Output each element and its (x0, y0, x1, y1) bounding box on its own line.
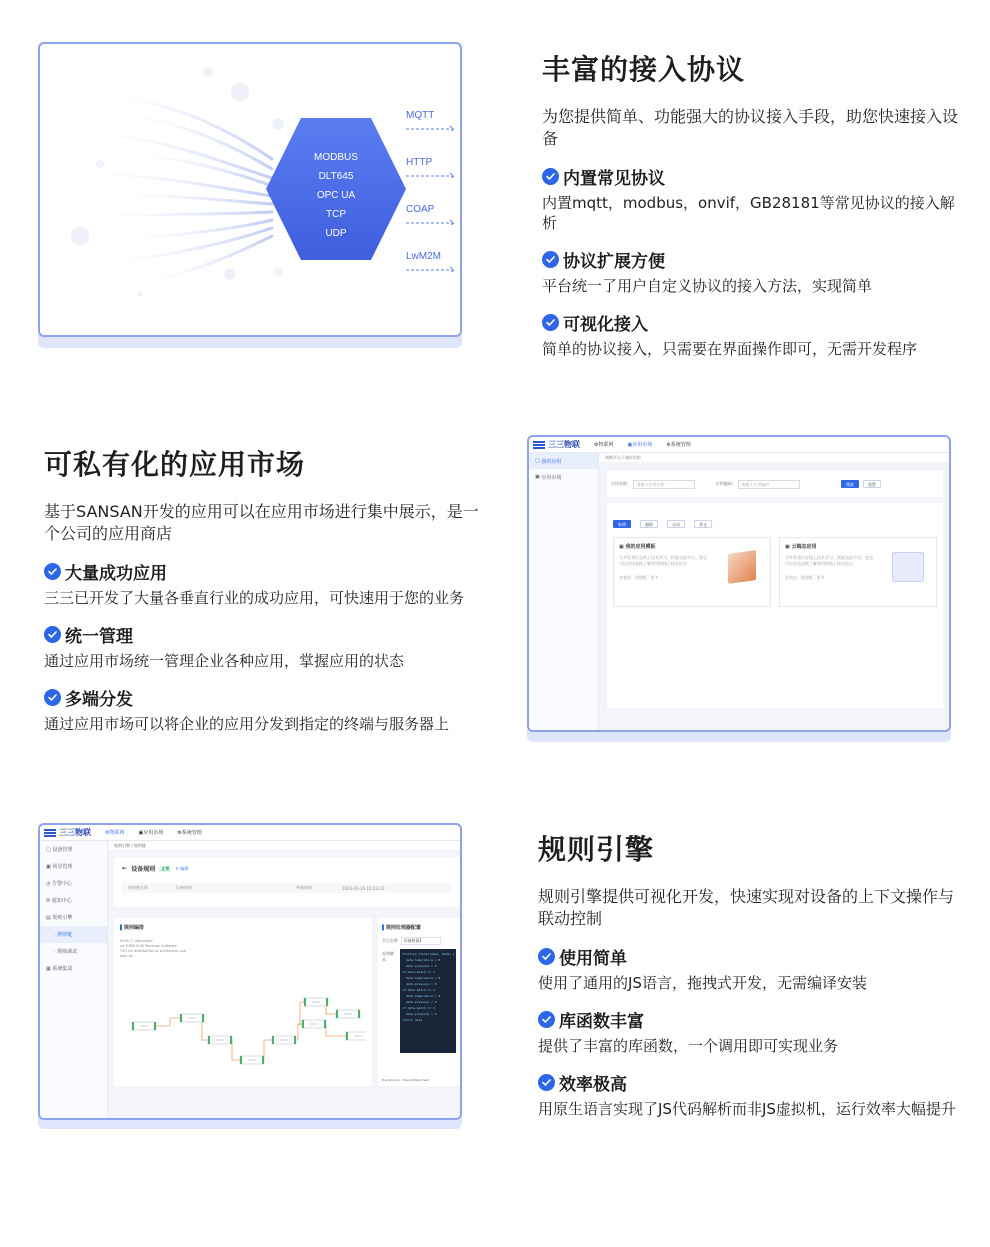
nav-app-market[interactable]: ▣ 应用市场 (138, 829, 164, 836)
feature-item (542, 310, 962, 359)
section-description: 为您提供简单、功能强大的协议接入手段，助您快速接入设备 (542, 107, 959, 148)
section-title: 丰富的接入协议 (542, 53, 746, 86)
app-market-screenshot (527, 435, 951, 732)
sidebar-item-devices[interactable]: ▢ 设备管理 (46, 846, 73, 853)
sidebar-item-notifications[interactable]: ✉ 通知中心 (46, 897, 72, 904)
dashed-arrow (406, 173, 454, 179)
sidebar-item-rule-chain[interactable]: · 规则链 (40, 926, 107, 943)
protocol-diagram-card (38, 42, 462, 337)
hex-protocol-label: DLT645 (318, 171, 354, 182)
feature-description: 平台统一了用户自定义协议的接入方法，实现简单 (542, 277, 873, 295)
flow-node[interactable] (240, 1056, 264, 1064)
nav-app-market[interactable]: ▣ 应用市场 (627, 441, 653, 448)
rule-header-panel (114, 857, 460, 907)
feature-title-text: 大量成功应用 (65, 564, 167, 584)
feature-description: 用原生语言实现了JS代码解析而非JS虚拟机，运行效率大幅提升 (538, 1100, 956, 1118)
box-illustration-icon (728, 550, 756, 584)
feature-item (542, 247, 962, 296)
sidebar-item-app-market[interactable]: ▣ 应用市场 (535, 474, 562, 481)
check-circle-icon (538, 1074, 555, 1091)
feature-description: 三三已开发了大量各垂直行业的成功应用，可快速用于您的业务 (44, 589, 465, 607)
feature-list (44, 559, 484, 734)
rule-engine-screenshot (38, 823, 462, 1120)
check-circle-icon (44, 689, 61, 706)
content-panel (607, 503, 943, 708)
search-button[interactable]: 搜索 (841, 480, 859, 488)
page-title: 设备规则 (131, 866, 156, 873)
code-line: data.pressure > 0 (402, 1000, 437, 1004)
back-arrow-icon[interactable]: ← (122, 865, 128, 872)
dashed-arrow (406, 126, 454, 132)
app-card[interactable]: ▣ 我的应用模板 为开发者们在线上技术学习、探索交流平台。您也可以在线直接了解常用的线上技术论坛 安装包 创建版 更多 (613, 537, 771, 607)
code-line: data.pressure > 0 (402, 982, 437, 986)
flow-node[interactable] (346, 1032, 366, 1040)
app-name-input[interactable]: 请输入应用名称 (633, 480, 695, 489)
dashed-arrow (406, 220, 454, 226)
feature-description: 提供了丰富的库函数，一个调用即可实现业务 (538, 1037, 839, 1055)
start-button[interactable]: 启动 (667, 520, 685, 528)
feature-title (538, 1070, 958, 1095)
feature-title (542, 164, 962, 189)
sidebar-item-alarms[interactable]: ◷ 告警中心 (46, 880, 72, 887)
mock-topbar (529, 437, 949, 453)
flow-description-line: tasc-oh (120, 954, 133, 958)
flow-node[interactable] (272, 1036, 296, 1044)
sidebar-item-rule-debug[interactable]: · 规则调试 (54, 949, 78, 955)
dashed-arrow (406, 267, 454, 273)
code-line: function filter(data, meta) { (402, 952, 455, 956)
code-line: return data (402, 1018, 423, 1022)
node-name-input[interactable]: 设备数据1 (401, 937, 441, 945)
mock-content (599, 453, 949, 730)
code-line: if data.match == 3 (402, 1006, 435, 1010)
feature-title (44, 622, 484, 647)
flow-description-line: SuSS 打 redundant (120, 939, 153, 943)
check-circle-icon (538, 1011, 555, 1028)
flow-description-line: TSO for distribution or production use (120, 949, 187, 953)
check-circle-icon (542, 314, 559, 331)
section-description: 规则引擎提供可视化开发，快速实现对设备的上下文操作与联动控制 (538, 887, 955, 928)
feature-title (44, 685, 484, 710)
feature-item (538, 1007, 958, 1056)
logo: 三三物联 (533, 439, 580, 450)
feature-title (542, 310, 962, 335)
flow-node[interactable] (132, 1022, 156, 1030)
flow-panel: ▌规则编排 SuSS 打 redundant ist THRB SUIS Reciproc Software TSO for distribution or production use tasc-oh (114, 918, 372, 1086)
code-line: if data.match == 2 (402, 988, 435, 992)
mock-topbar (40, 825, 460, 841)
mock-sidebar (40, 841, 108, 1118)
hex-protocol-label: UDP (325, 228, 347, 239)
nav-iot[interactable]: ⚙ 物联网 (594, 441, 614, 448)
feature-item (44, 622, 484, 671)
filter-bar: 应用名称: 请输入应用名称 应用编码: 请输入应用编码 搜索 重置 (607, 471, 943, 497)
status-badge: 正常 (161, 865, 170, 871)
nav-iot[interactable]: ⚙ 物联网 (105, 829, 125, 836)
feature-title (538, 1007, 958, 1032)
action-buttons (613, 511, 937, 530)
output-protocol-label: MQTT (406, 110, 435, 121)
feature-description: 内置mqtt，modbus，onvif，GB28181等常见协议的接入解析 (542, 194, 955, 232)
section-app-market-text (44, 443, 484, 734)
sidebar-item-my-apps[interactable]: ▢ 我的应用 (529, 453, 598, 469)
section-title: 可私有化的应用市场 (44, 448, 306, 481)
feature-title-text: 库函数丰富 (559, 1012, 644, 1032)
rule-flow-canvas[interactable] (120, 978, 366, 1078)
reset-button[interactable]: 重置 (863, 480, 881, 488)
feature-item (538, 944, 958, 993)
feature-item (44, 685, 484, 734)
code-editor[interactable] (400, 949, 456, 1053)
code-line: data.temprature > 0 (402, 958, 441, 962)
breadcrumb: 规则引擎 / 规则链 (108, 841, 460, 851)
feature-item (538, 1070, 958, 1119)
section-title: 规则引擎 (538, 833, 655, 866)
app-card[interactable]: ▣ 云端态应用 为开发者们在线上技术学习、探索交流平台。您也可以在线直接了解常用的线上技术论坛 安装包 创建版 更多 (779, 537, 937, 607)
hex-protocol-label: MODBUS (314, 152, 358, 163)
feature-item (542, 164, 962, 233)
flow-node[interactable] (208, 1036, 232, 1044)
feature-list (538, 944, 958, 1119)
nav-system[interactable]: ⚙ 系统管理 (177, 829, 202, 836)
feature-description: 简单的协议接入，只需要在界面操作即可，无需开发程序 (542, 340, 918, 358)
feature-title-text: 统一管理 (65, 627, 133, 647)
stop-button[interactable]: 停止 (694, 520, 712, 528)
output-protocol-label: HTTP (406, 157, 433, 168)
feature-title-text: 使用简单 (559, 949, 627, 969)
protocol-diagram (40, 44, 460, 335)
hex-protocol-label: OPC UA (316, 190, 356, 201)
mock-sidebar (529, 453, 599, 730)
flow-node[interactable] (302, 1020, 326, 1028)
flow-node[interactable] (336, 1010, 360, 1018)
section-rule-engine-text (538, 828, 958, 1119)
check-circle-icon (542, 251, 559, 268)
feature-title-text: 效率极高 (559, 1075, 627, 1095)
flow-node[interactable] (180, 1014, 204, 1022)
check-circle-icon (538, 948, 555, 965)
output-protocol-label: LwM2M (406, 251, 442, 262)
chart-illustration-icon (892, 552, 924, 582)
nav-system[interactable]: ⚙ 系统管理 (666, 441, 691, 448)
feature-description: 通过应用市场统一管理企业各种应用，掌握应用的状态 (44, 652, 405, 670)
feature-list (542, 164, 962, 359)
delete-button[interactable]: 删除 (640, 520, 658, 528)
sidebar-item-integration[interactable]: ▦ 系统集成 (46, 965, 73, 972)
code-line: data.pressure > 0 (402, 964, 437, 968)
rule-info-row: 规则链名称 设备规则 更新时间 2023-03-29 15:23:22 (122, 883, 452, 893)
feature-item (44, 559, 484, 608)
feature-title (44, 559, 484, 584)
check-circle-icon (44, 626, 61, 643)
feature-title-text: 多端分发 (65, 690, 133, 710)
feature-title-text: 内置常见协议 (563, 169, 665, 189)
code-line: data.pressure > 0 (402, 1012, 437, 1016)
hex-protocol-label: TCP (326, 209, 346, 220)
sidebar-item-rule-engine[interactable]: ▤ 规则引擎 (46, 914, 73, 921)
breadcrumb: 请购平心 / 请应用市 (599, 453, 949, 463)
feature-title (542, 247, 962, 272)
feature-title (538, 944, 958, 969)
add-button[interactable]: 新增 (613, 520, 631, 528)
feature-title-text: 协议扩展方便 (563, 252, 665, 272)
feature-title-text: 可视化接入 (563, 315, 648, 335)
feature-description: 通过应用市场可以将企业的应用分发到指定的终端与服务器上 (44, 715, 450, 733)
code-line: if data.match == 1 (402, 970, 435, 974)
mock-content (108, 841, 460, 1118)
check-circle-icon (44, 563, 61, 580)
code-line: data.temprature > 0 (402, 994, 441, 998)
processor-panel: ▌规则处理器配置 节点名称 设备数据1 处理脚本 function filter(data, meta) { data.temprature > 0 data.pressure > 0 if data.match == 1 data.temprature > 0 data.pressure > 0 if data.match == 2 data.temprature > 0 data.pressure > 0 if data.match == 3 data.pressure > 0 return data Transformer / Transmitted Used (378, 918, 460, 1086)
section-description: 基于SANSAN开发的应用可以在应用市场进行集中展示，是一个公司的应用商店 (44, 502, 479, 543)
code-line: data.temprature > 0 (402, 976, 441, 980)
flow-node[interactable] (304, 998, 328, 1006)
logo: 三三物联 (44, 827, 91, 838)
output-protocol-label: COAP (406, 204, 435, 215)
edit-link[interactable]: ↻ 编辑 (175, 865, 189, 871)
feature-description: 使用了通用的JS语言，拖拽式开发，无需编译安装 (538, 974, 867, 992)
flow-description-line: ist THRB SUIS Reciproc Software (120, 944, 177, 948)
app-code-input[interactable]: 请输入应用编码 (738, 480, 800, 489)
sidebar-item-scenes[interactable]: ▣ 场景管理 (46, 863, 73, 870)
section-protocols-text (542, 48, 962, 359)
check-circle-icon (542, 168, 559, 185)
